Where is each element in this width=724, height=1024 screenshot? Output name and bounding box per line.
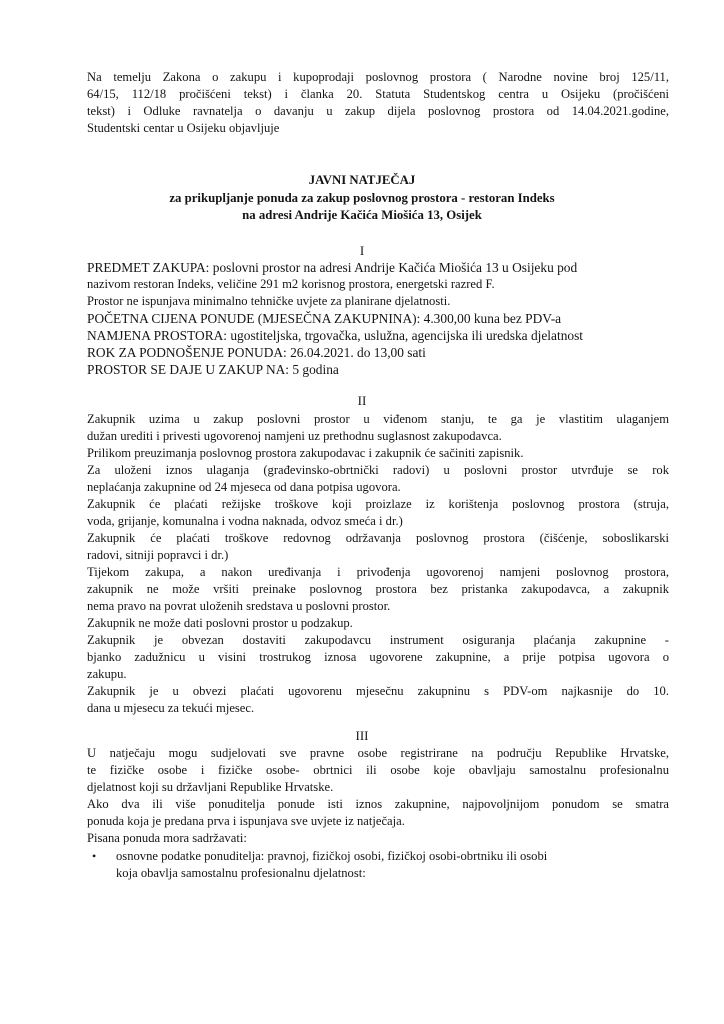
section-2-line: Zakupnik će plaćati režijske troškove koji proizlaze iz korištenja poslovnog prostora (struja, bbox=[87, 497, 669, 511]
section-2-line: radovi, sitniji popravci i dr.) bbox=[87, 548, 229, 562]
section-2-line: zakupu. bbox=[87, 667, 127, 681]
document-title: JAVNI NATJEČAJ bbox=[308, 173, 416, 187]
bullet-line: osnovne podatke ponuditelja: pravnoj, fizičkoj osobi, fizičkoj osobi-obrtniku ili osobi bbox=[116, 849, 548, 863]
section-1-line: POČETNA CIJENA PONUDE (MJESEČNA ZAKUPNINA): 4.300,00 kuna bez PDV-a bbox=[87, 311, 562, 326]
section-2-line: voda, grijanje, komunalna i vodna naknada, odvoz smeća i dr.) bbox=[87, 514, 403, 528]
section-2-line: Zakupnik će plaćati troškove redovnog održavanja poslovnog prostora (čišćenje, soboslikarski bbox=[87, 531, 669, 545]
section-3-line: Pisana ponuda mora sadržavati: bbox=[87, 831, 247, 845]
section-2-line: Zakupnik je obvezan dostaviti zakupodavcu instrument osiguranja plaćanja zakupnine - bbox=[87, 633, 669, 647]
section-2-line: zakupnik ne može vršiti preinake poslovnog prostora bez pristanka zakupodavca, a zakupnik bbox=[87, 582, 669, 596]
section-2-line: Zakupnik ne može dati poslovni prostor u podzakup. bbox=[87, 616, 353, 630]
intro-line: Na temelju Zakona o zakupu i kupoprodaji poslovnog prostora ( Narodne novine broj 125/11, bbox=[87, 70, 669, 84]
section-3-line: djelatnost koji su državljani Republike Hrvatske. bbox=[87, 780, 334, 794]
section-1-body bbox=[87, 259, 669, 378]
section-3-body bbox=[87, 745, 669, 847]
section-1-line: ROK ZA PODNOŠENJE PONUDA: 26.04.2021. do 13,00 sati bbox=[87, 345, 426, 360]
section-2-line: Zakupnik uzima u zakup poslovni prostor u viđenom stanju, te ga je vlastitim ulaganjem bbox=[87, 412, 669, 426]
section-number: I bbox=[359, 243, 365, 258]
intro-line: tekst) i Odluke ravnatelja o davanju u zakup dijela poslovnog prostora od 14.04.2021.godine, bbox=[87, 104, 669, 118]
section-1-line: Prostor ne ispunjava minimalno tehničke uvjete za planirane djelatnosti. bbox=[87, 294, 451, 308]
intro-paragraph bbox=[87, 69, 669, 137]
section-3-line: U natječaju mogu sudjelovati sve pravne osobe registrirane na području Republike Hrvatske, bbox=[87, 746, 669, 760]
intro-line: Studentski centar u Osijeku objavljuje bbox=[87, 121, 280, 135]
section-1-line: nazivom restoran Indeks, veličine 291 m2 korisnog prostora, energetski razred F. bbox=[87, 277, 495, 291]
section-1-line: NAMJENA PROSTORA: ugostiteljska, trgovačka, uslužna, agencijska ili uredska djelatnost bbox=[87, 328, 584, 343]
section-2-line: Tijekom zakupa, a nakon uređivanja i privođenja ugovorenoj namjeni poslovnog prostora, bbox=[87, 565, 669, 579]
list-item bbox=[92, 848, 676, 882]
section-number: III bbox=[355, 728, 369, 743]
section-3-line: ponuda koja je predana prva i ispunjava sve uvjete iz natječaja. bbox=[87, 814, 405, 828]
section-1-line: PREDMET ZAKUPA: poslovni prostor na adresi Andrije Kačića Miošića 13 u Osijeku pod bbox=[87, 260, 578, 275]
section-3-line: te fizičke osobe i fizičke osobe- obrtnici ili osobe koje obavljaju samostalnu profesionalnu bbox=[87, 763, 669, 777]
section-number: II bbox=[357, 393, 367, 408]
section-2-line: Zakupnik je u obvezi plaćati ugovorenu mjesečnu zakupninu s PDV-om najkasnije do 10. bbox=[87, 684, 669, 698]
document-subtitle: za prikupljanje ponuda za zakup poslovnog prostora - restoran Indeks bbox=[169, 191, 555, 205]
section-2-line: nema pravo na povrat uloženih sredstava u poslovni prostor. bbox=[87, 599, 391, 613]
section-2-line: dužan urediti i privesti ugovorenoj namjeni uz prethodnu suglasnost zakupodavca. bbox=[87, 429, 502, 443]
section-2-line: dana u mjesecu za tekući mjesec. bbox=[87, 701, 255, 715]
section-2-line: neplaćanja zakupnine od 24 mjeseca od dana potpisa ugovora. bbox=[87, 480, 401, 494]
section-3-line: Ako dva ili više ponuditelja ponude isti iznos zakupnine, najpovoljnijom ponudom se smatra bbox=[87, 797, 669, 811]
intro-line: 64/15, 112/18 pročišćeni tekst) i članka 20. Statuta Studentskog centra u Osijeku (pročišćeni bbox=[87, 87, 669, 101]
bullet-line: koja obavlja samostalnu profesionalnu djelatnost: bbox=[116, 866, 366, 880]
document-subtitle: na adresi Andrije Kačića Miošića 13, Osijek bbox=[242, 208, 482, 222]
section-2-body bbox=[87, 411, 669, 717]
bullet-icon: • bbox=[92, 849, 97, 863]
section-2-line: bjanko zadužnicu u visini trostrukog iznosa ugovorene zakupnine, a prije potpisa ugovora o bbox=[87, 650, 669, 664]
section-1-line: PROSTOR SE DAJE U ZAKUP NA: 5 godina bbox=[87, 362, 339, 377]
section-2-line: Za uloženi iznos ulaganja (građevinsko-obrtnički radovi) u poslovni prostor utvrđuje se rok bbox=[87, 463, 669, 477]
section-2-line: Prilikom preuzimanja poslovnog prostora zakupodavac i zakupnik će sačiniti zapisnik. bbox=[87, 446, 524, 460]
